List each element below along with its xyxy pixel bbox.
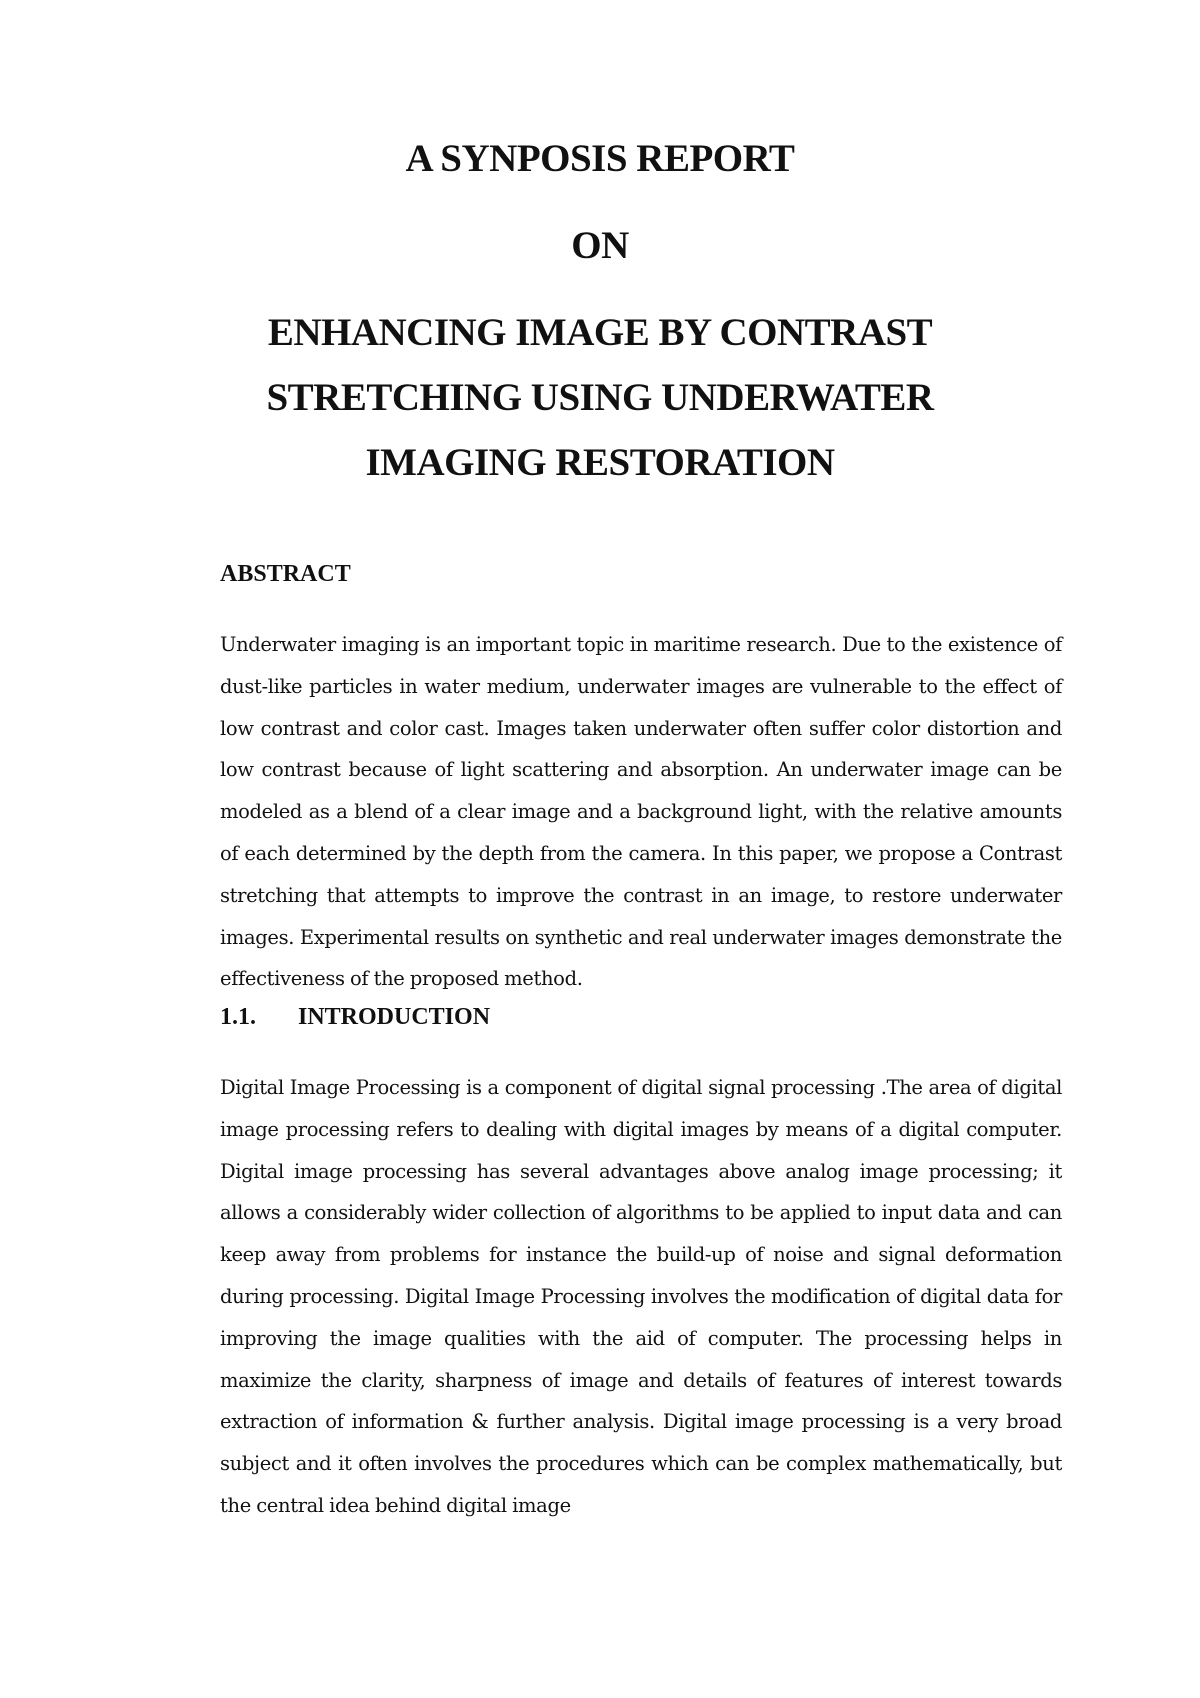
introduction-heading (220, 1003, 490, 1031)
section-number: 1.1. (220, 1004, 256, 1030)
title-line-5: IMAGING RESTORATION (365, 441, 835, 484)
title-line-2: ON (571, 224, 629, 267)
abstract-paragraph: Underwater imaging is an important topic in maritime research. Due to the existence of dust-like particles in water medium, underwater images are vulnerable to the effect of low contrast and color cast. Images taken underwater often suffer color distortion and low contrast because of light scattering and absorption. An underwater image can be modeled as a blend of a clear image and a background light, with the relative amounts of each determined by the depth from the camera. In this paper, we propose a Contrast stretching that attempts to improve the contrast in an image, to restore underwater images. Experimental results on synthetic and real underwater images demonstrate the effectiveness of the proposed method. (220, 633, 1062, 991)
abstract-heading: ABSTRACT (220, 561, 351, 587)
section-title: INTRODUCTION (298, 1004, 491, 1030)
report-title (0, 138, 1200, 484)
introduction-paragraph: Digital Image Processing is a component of digital signal processing .The area of digital image processing refers to dealing with digital images by means of a digital computer. Digital image processing has several advantages above analog image processing; it allows a considerably wider collection of algorithms to be applied to input data and can keep away from problems for instance the build-up of noise and signal deformation during processing. Digital Image Processing involves the modification of digital data for improving the image qualities with the aid of computer. The processing helps in maximize the clarity, sharpness of image and details of features of interest towards extraction of information & further analysis. Digital image processing is a very broad subject and it often involves the procedures which can be complex mathematically, but the central idea behind digital image (220, 1076, 1062, 1517)
title-line-3: ENHANCING IMAGE BY CONTRAST (267, 311, 933, 354)
title-line-1: A SYNPOSIS REPORT (405, 137, 795, 180)
title-line-4: STRETCHING USING UNDERWATER (266, 376, 934, 419)
